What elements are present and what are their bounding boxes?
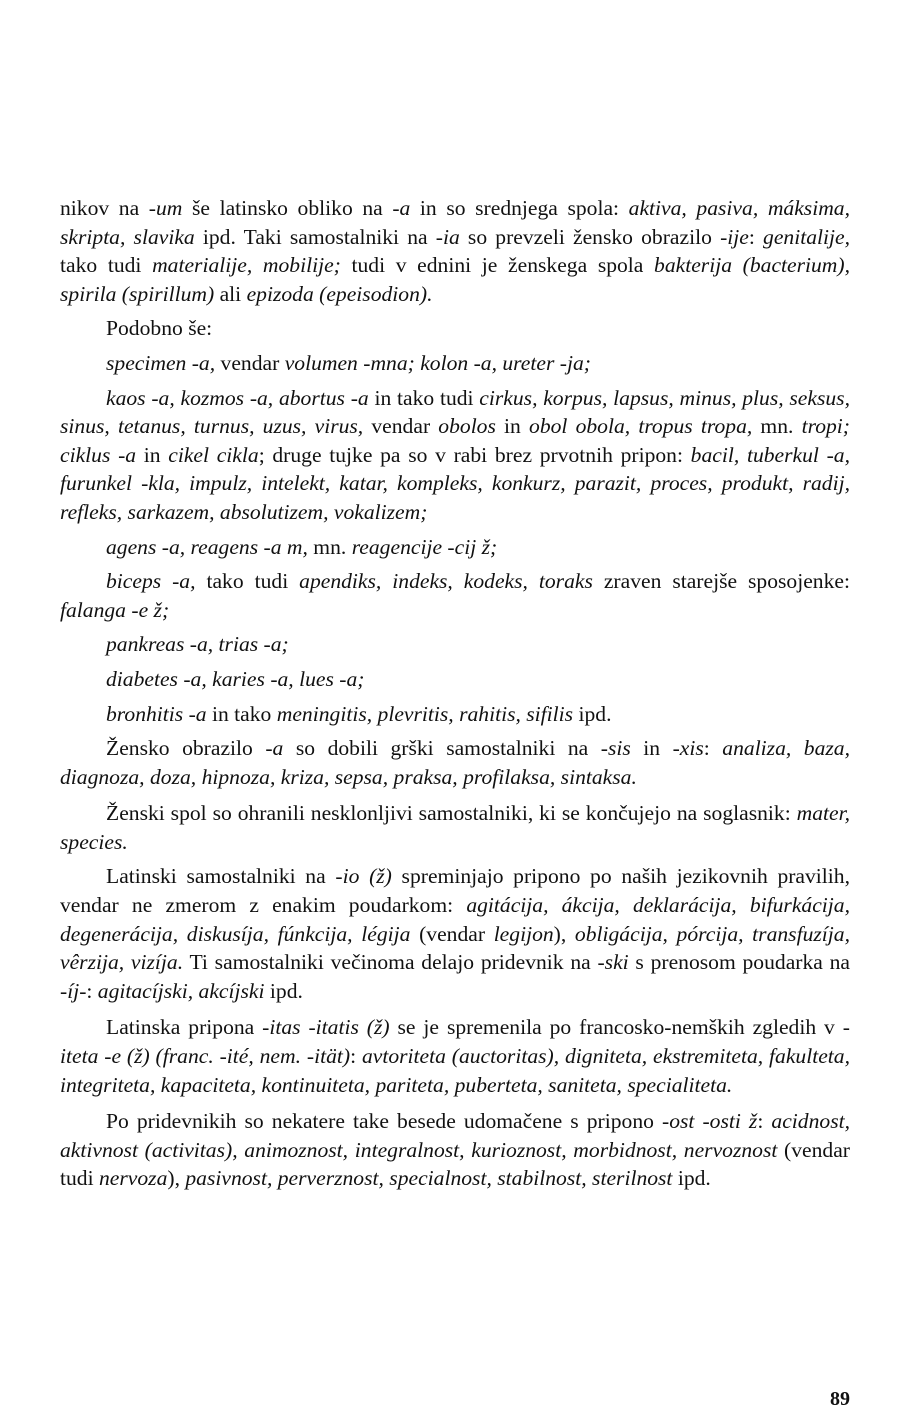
italic-term: -ski (597, 950, 629, 975)
text-run: in (136, 442, 169, 467)
text-run: nikov na (60, 196, 149, 220)
italic-term: nervoza (99, 1166, 168, 1191)
text-run: : (86, 978, 98, 1003)
italic-term: bacil, tuberkul -a, furunkel -kla, impulz, intelekt, katar, kompleks, konkurz, parazit, proces, produkt, radij, refleks, sarkazem, absolutizem, vokalizem; (60, 442, 850, 524)
text-run: in tako tudi (368, 385, 480, 410)
text-run: tako tudi (60, 253, 153, 278)
italic-term: -íj- (60, 978, 87, 1003)
italic-term: biceps -a, (106, 569, 196, 594)
text-run: in (630, 736, 673, 761)
text-run: Po pridevnikih so nekatere take besede udomačene s pripono (106, 1109, 662, 1134)
italic-term: analiza, baza, diagnoza, doza, hipnoza, kriza, sepsa, praksa, profilaksa, sintaksa. (60, 736, 850, 789)
text-run: in tako (206, 701, 277, 726)
paragraph (60, 194, 850, 308)
text-run: ipd. (672, 1166, 711, 1191)
italic-term: agens -a, reagens -a m, (106, 534, 308, 559)
text-run: in so srednjega spola: (410, 196, 629, 220)
text-run: Ženski spol so ohranili nesklonljivi samostalniki, ki se končujejo na soglasnik: (106, 801, 797, 826)
text-run: Ti samostalniki večinoma delajo pridevnik na (183, 950, 598, 975)
text-run: se je spremenila po francosko-nemških zgledih v (389, 1015, 843, 1040)
book-page-body (60, 194, 850, 1199)
paragraph (60, 700, 850, 729)
page-number: 89 (830, 1388, 850, 1410)
paragraph (60, 384, 850, 527)
paragraph (60, 1013, 850, 1099)
italic-term: obligácija, pórcija, transfuzíja, vêrzija, vizíja. (60, 921, 850, 975)
italic-term: -itas -itatis (ž) (262, 1015, 390, 1040)
italic-term: acidnost, aktivnost (activitas), animoznost, integralnost, kurioznost, morbidnost, nervoznost (60, 1109, 850, 1162)
italic-term: -ost -osti ž (662, 1109, 758, 1134)
paragraph (60, 349, 850, 378)
italic-term: diabetes -a, karies -a, lues -a; (106, 666, 365, 691)
italic-term: -a (265, 736, 284, 761)
text-run: Podobno še: (106, 316, 213, 341)
italic-term: agitacíjski, akcíjski (97, 978, 265, 1003)
text-run: tudi v ednini je ženskega spola (340, 253, 655, 278)
paragraph (60, 630, 850, 659)
text-run: ; druge tujke pa so v rabi brez prvotnih pripon: (258, 442, 691, 467)
italic-term: -xis (672, 736, 704, 761)
italic-term: avtoriteta (auctoritas), digniteta, ekstremiteta, fakulteta, integriteta, kapaciteta, kontinuiteta, pariteta, puberteta, saniteta, specialiteta. (60, 1044, 850, 1097)
italic-term: pankreas -a, trias -a; (106, 632, 289, 657)
italic-term: -io (ž) (335, 864, 392, 889)
text-run: s prenosom poudarka na (628, 950, 850, 975)
text-run: ali (214, 281, 247, 306)
text-run: mn. (307, 534, 352, 559)
italic-term: obol obola, tropus tropa, (529, 414, 753, 439)
text-run: : (757, 1109, 772, 1134)
text-run: spreminjajo pripono po naših jezikovnih pravilih, vendar ne zmerom z enakim poudarkom: (60, 864, 851, 918)
text-run: so prevzeli žensko obrazilo (459, 224, 721, 249)
italic-term: cikel cikla (168, 442, 259, 467)
text-run: zraven starejše sposojenke: (592, 569, 850, 594)
text-run: : (350, 1044, 362, 1069)
text-run: in (495, 414, 530, 439)
text-run: ipd. (573, 701, 612, 726)
italic-term: aktiva, pasiva, máksima, skripta, slavika (60, 196, 850, 249)
italic-term: materialije, mobilije; (152, 253, 341, 278)
paragraph (60, 533, 850, 562)
text-run: vendar (215, 350, 285, 375)
italic-term: meningitis, plevritis, rahitis, sifilis (276, 701, 574, 726)
text-run: ipd. (264, 978, 303, 1003)
text-run: mn. (752, 414, 802, 439)
italic-term: bakterija (bacterium), spirila (spirillum) (60, 253, 850, 306)
italic-term: specimen -a, (106, 350, 216, 375)
italic-term: genitalije, (763, 224, 850, 249)
paragraph (60, 567, 850, 624)
italic-term: cirkus, korpus, lapsus, minus, plus, seksus, sinus, tetanus, turnus, uzus, virus, (60, 385, 850, 439)
text-run: : (703, 736, 723, 761)
text-run: : (748, 224, 764, 249)
italic-term: kaos -a, kozmos -a, abortus -a (106, 385, 369, 410)
paragraph (60, 862, 850, 1005)
paragraph (60, 1107, 850, 1193)
text-run: Latinska pripona (106, 1015, 263, 1040)
italic-term: mater, species. (60, 801, 850, 854)
text-run: vendar (363, 414, 439, 439)
text-run: so dobili grški samostalniki na (283, 736, 601, 761)
paragraph (60, 314, 850, 343)
italic-term: legijon (493, 921, 554, 946)
text-run: Žensko obrazilo (106, 736, 266, 761)
italic-term: -sis (600, 736, 631, 761)
italic-term: tropi; ciklus -a (60, 414, 850, 467)
text-run: tako tudi (195, 569, 300, 594)
paragraph (60, 799, 850, 856)
italic-term: bronhitis -a (106, 701, 207, 726)
text-run: ipd. Taki samostalniki na (194, 224, 436, 249)
italic-term: obolos (438, 414, 496, 439)
paragraph (60, 665, 850, 694)
italic-term: -ia (435, 224, 460, 249)
italic-term: -a (392, 196, 411, 220)
italic-term: falanga -e ž; (60, 597, 170, 622)
italic-term: -um (148, 196, 183, 220)
italic-term: pasivnost, perverznost, specialnost, stabilnost, sterilnost (185, 1166, 673, 1191)
italic-term: -iteta -e (ž) (franc. -ité, nem. -ität) (60, 1015, 850, 1069)
italic-term: reagencije -cij ž; (351, 534, 498, 559)
paragraph (60, 734, 850, 791)
text-run: (vendar (410, 921, 494, 946)
italic-term: apendiks, indeks, kodeks, toraks (299, 569, 593, 594)
text-run: (vendar tudi (60, 1137, 850, 1191)
text-run: ), (167, 1166, 186, 1191)
italic-term: volumen -mna; kolon -a, ureter -ja; (284, 350, 591, 375)
italic-term: -ije (720, 224, 749, 249)
italic-term: agitácija, ákcija, deklarácija, bifurkácija, degenerácija, diskusíja, fúnkcija, légija (60, 893, 850, 946)
text-run: ), (553, 921, 575, 946)
text-run: Latinski samostalniki na (106, 864, 336, 889)
text-run: še latinsko obliko na (182, 196, 393, 220)
italic-term: epizoda (epeisodion). (246, 281, 433, 306)
